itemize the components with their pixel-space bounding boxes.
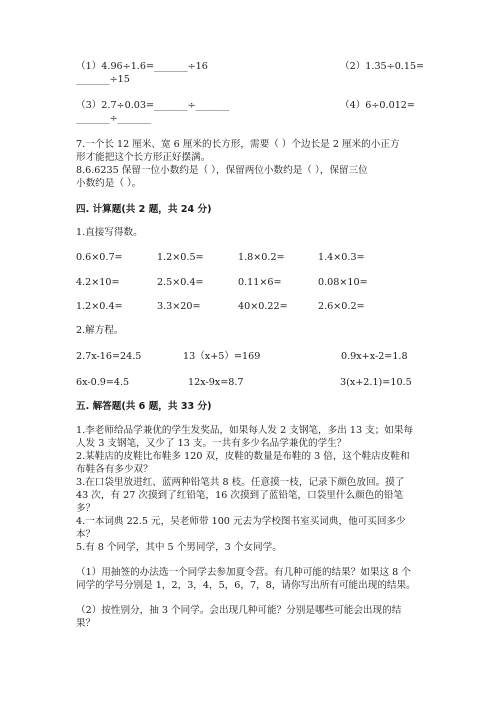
q7-line2: 形才能把这个长方形正好摆满。 <box>76 152 211 163</box>
equation: 3(x+2.1)=10.5 <box>340 377 412 388</box>
q6-part1-line2: _______÷15 <box>76 74 130 85</box>
problem-line: 43 次，有 27 次摸到了红铅笔，16 次摸到了蓝铅笔，口袋里什么颜色的铅笔 <box>76 490 404 501</box>
problem-line: 布鞋各有多少双？ <box>76 464 153 475</box>
calc-cell: 2.5×0.4= <box>157 277 204 288</box>
calc-cell: 0.08×10= <box>318 277 368 288</box>
equation: 6x-0.9=4.5 <box>76 377 130 388</box>
calc-cell: 4.2×10= <box>76 277 120 288</box>
calc-cell: 0.11×6= <box>238 277 282 288</box>
sub-question-2-line2: 果？ <box>76 618 96 629</box>
sub-question-1-line1: （1）用抽签的办法选一个同学去参加夏令营。有几种可能的结果？如果这 8 个 <box>76 567 411 578</box>
q8-line2: 小数约是（ ）。 <box>76 178 142 189</box>
section4-heading: 四. 计算题(共 2 题，共 24 分) <box>76 204 212 215</box>
problem-line: 3.在口袋里放进红、蓝两种铅笔共 8 枝。任意摸一枝，记录下颜色放回。摸了 <box>76 477 405 488</box>
problem-line: 本？ <box>76 529 96 540</box>
calc-cell: 2.6×0.2= <box>318 301 365 312</box>
q6-part2-line1: （2）1.35÷0.15= <box>340 61 425 72</box>
section4-q1-title: 1.直接写得数。 <box>76 227 143 238</box>
calc-cell: 1.2×0.4= <box>76 301 123 312</box>
calc-cell: 40×0.22= <box>238 301 288 312</box>
q8-line1: 8.6.6235 保留一位小数约是（ ），保留两位小数约是（ ），保留三位 <box>76 165 368 176</box>
q6-part1-line1: （1）4.96÷1.6=_______÷16 <box>76 61 208 72</box>
problem-line: 多？ <box>76 503 96 514</box>
equation: 13（x+5）=169 <box>183 351 261 362</box>
q6-part4-line2: _______÷_______ <box>76 113 152 124</box>
problem-line: 2.某鞋店的皮鞋比布鞋多 120 双，皮鞋的数量是布鞋的 3 倍，这个鞋店皮鞋和 <box>76 451 410 462</box>
section5-heading: 五. 解答题(共 6 题，共 33 分) <box>76 401 212 412</box>
q6-part3: （3）2.7÷0.03=_______÷_______ <box>76 100 230 111</box>
equation: 2.7x-16=24.5 <box>76 351 142 362</box>
calc-cell: 1.4×0.3= <box>318 252 365 263</box>
section4-q2-title: 2.解方程。 <box>76 325 124 336</box>
sub-question-1-line2: 同学的学号分别是 1，2，3，4，5，6，7，8，请你写出所有可能出现的结果。 <box>76 580 416 591</box>
q6-part4-line1: （4）6÷0.012= <box>340 100 415 111</box>
calc-cell: 3.3×20= <box>157 301 201 312</box>
sub-question-2-line1: （2）按性别分，抽 3 个同学。会出现几种可能？分别是哪些可能会出现的结 <box>76 605 402 616</box>
problem-line: 4.一本词典 22.5 元，吴老师带 100 元去为学校图书室买词典，他可买回多少 <box>76 516 406 527</box>
calc-cell: 1.8×0.2= <box>238 252 285 263</box>
equation: 12x-9x=8.7 <box>188 377 244 388</box>
problem-line: 1.李老师给品学兼优的学生发奖品，如果每人发 2 支钢笔，多出 13 支；如果每 <box>76 425 414 436</box>
problem-line: 人发 3 支钢笔，又少了 13 支。一共有多少名品学兼优的学生？ <box>76 438 347 449</box>
problem-line: 5.有 8 个同学，其中 5 个男同学，3 个女同学。 <box>76 542 282 553</box>
equation: 0.9x+x-2=1.8 <box>341 351 408 362</box>
calc-cell: 0.6×0.7= <box>76 252 123 263</box>
q7-line1: 7.一个长 12 厘米、宽 6 厘米的长方形，需要（ ）个边长是 2 厘米的小正方 <box>76 139 400 150</box>
calc-cell: 1.2×0.5= <box>157 252 204 263</box>
